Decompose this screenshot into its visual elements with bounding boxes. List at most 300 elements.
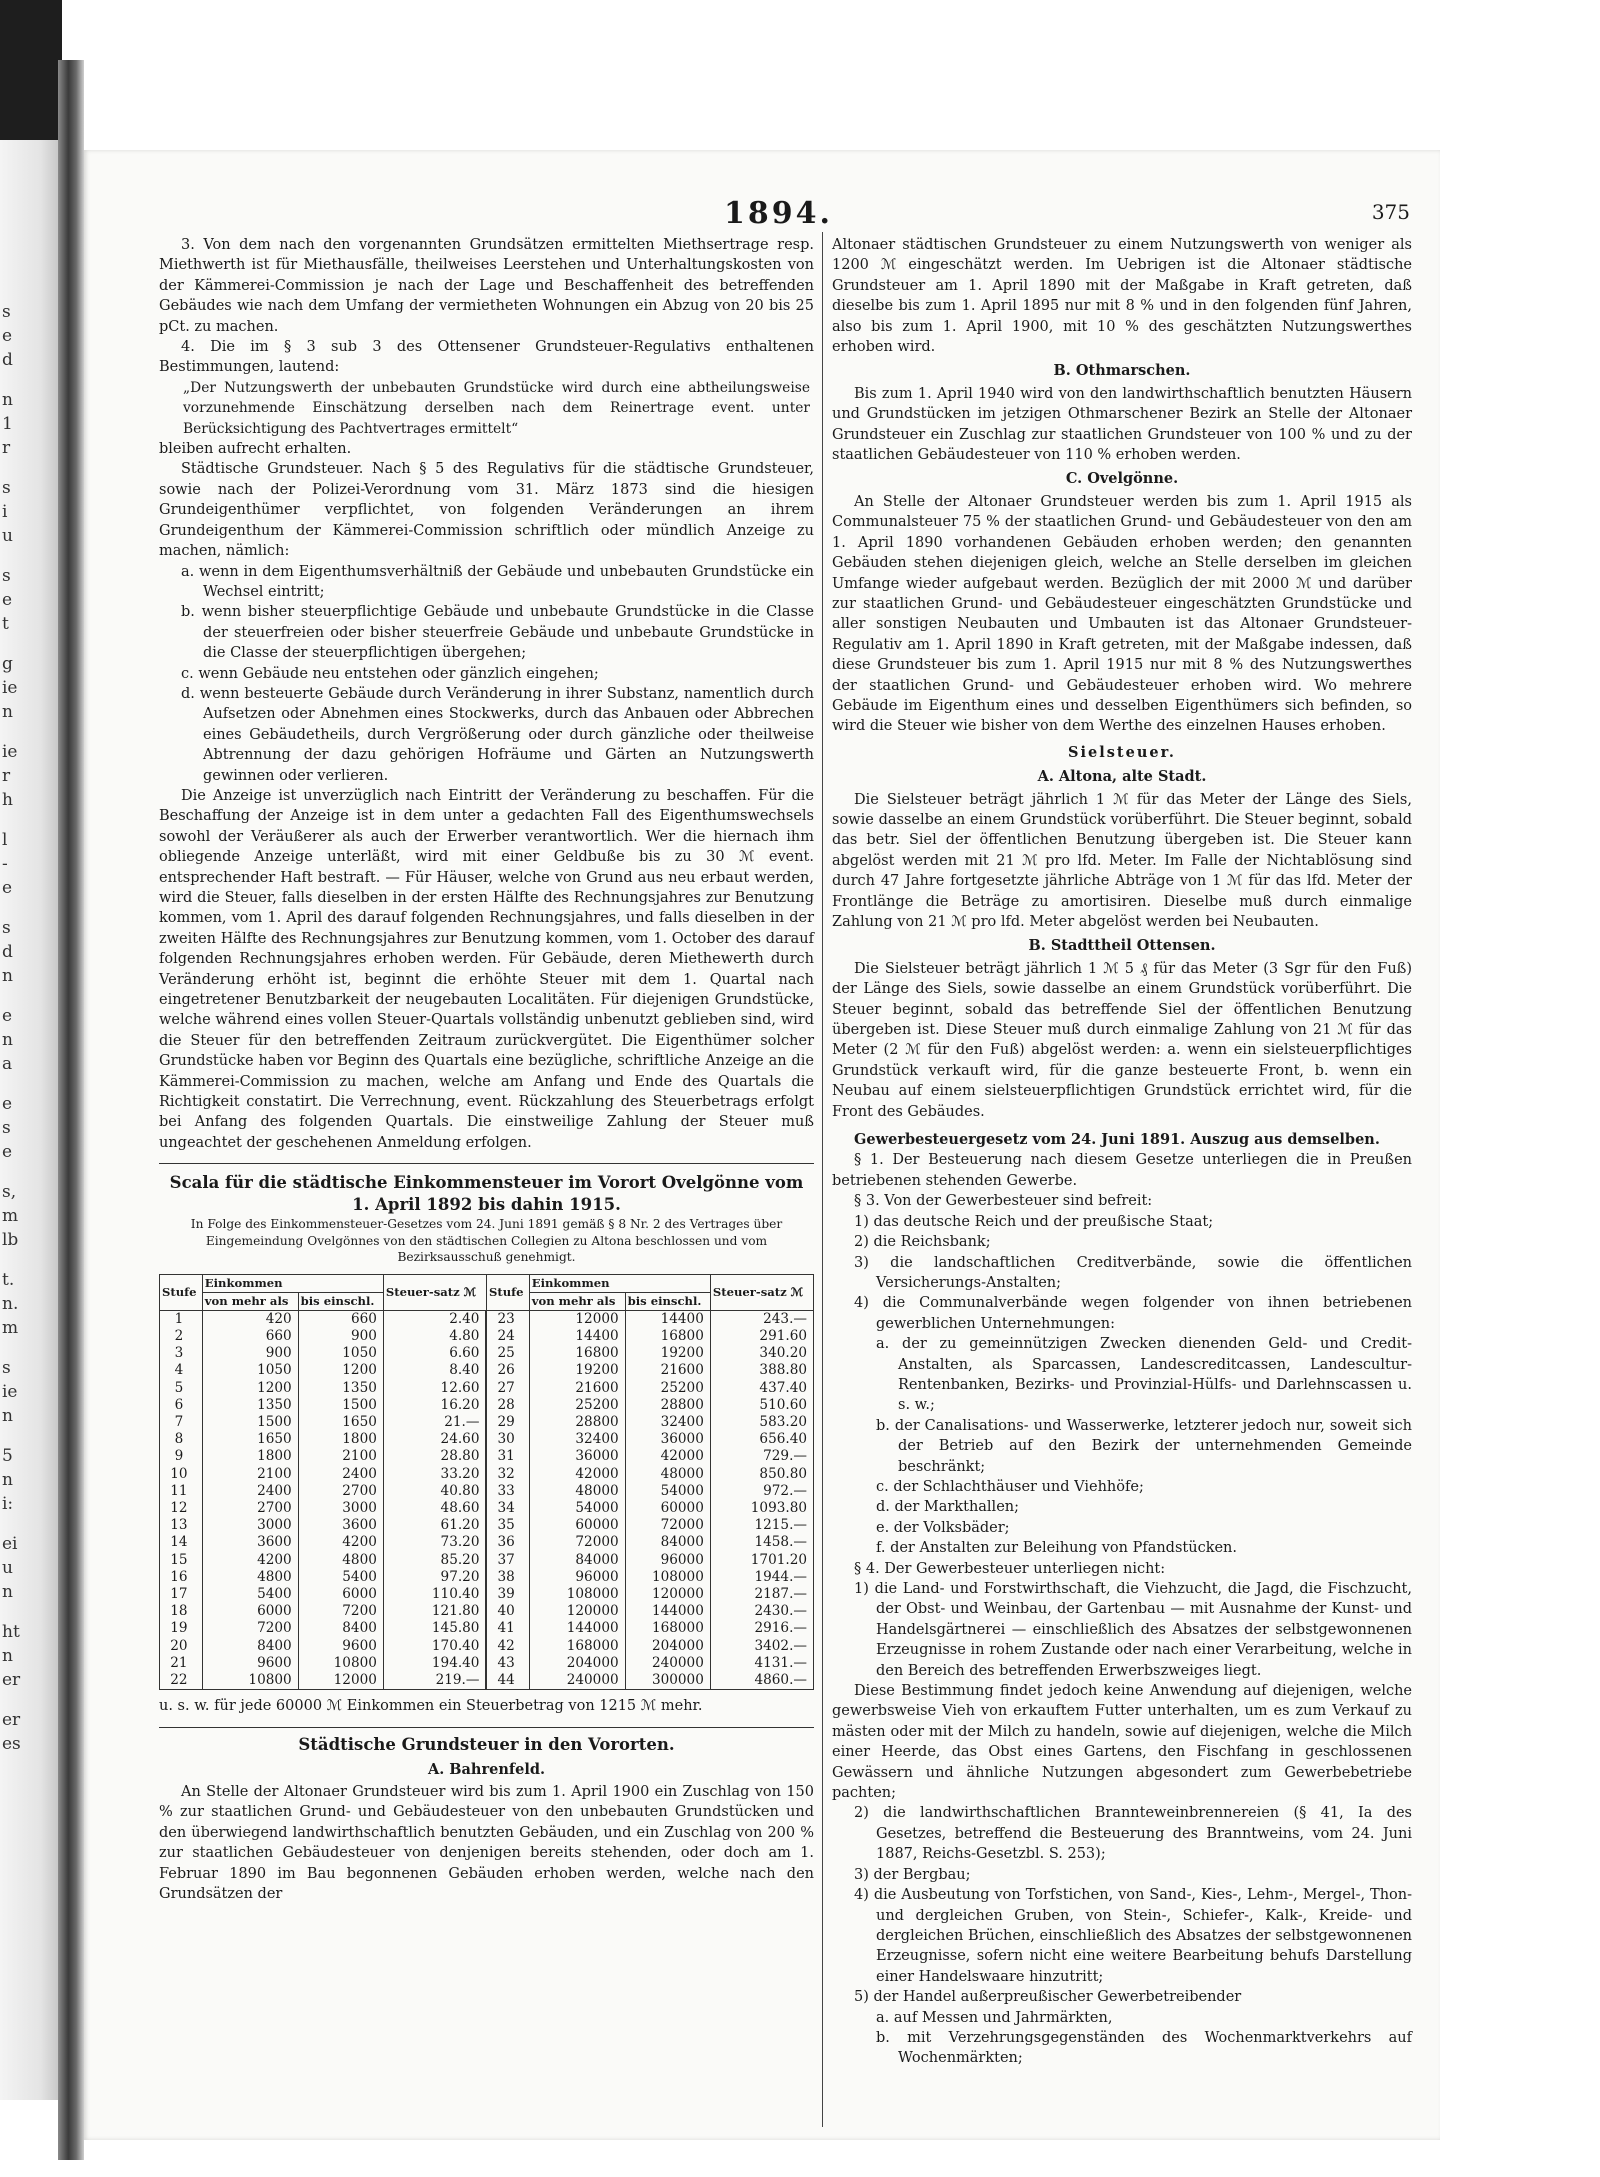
paragraph: § 3. Von der Gewerbesteuer sind befreit: bbox=[854, 1193, 1153, 1210]
cell-steuersatz: 97.20 bbox=[383, 1569, 486, 1586]
paragraph-bahrenfeld: An Stelle der Altonaer Grundsteuer wird bis zum 1. April 1900 ein Zuschlag von 150 % zur staatlichen Grund- und Gebäudesteuer von den unbebauten Grundstücken und den überwiegend landwirthschaftlich benutzten Gebäuden, und ein Zuschlag von 200 % zur staatlichen Gebäudesteuer von denjenigen bereits stehenden, oder doch am 1. Februar 1890 im Bau begonnenen Gebäuden erhoben werden, welche nach den Grundsätzen der bbox=[159, 1784, 814, 1903]
cell-stufe: 23 bbox=[486, 1310, 529, 1328]
cell-einkommen: 9600 bbox=[298, 1638, 383, 1655]
cell-einkommen: 1800 bbox=[202, 1448, 298, 1465]
previous-page-fragment: d bbox=[2, 942, 13, 962]
cell-stufe: 38 bbox=[486, 1569, 529, 1586]
cell-einkommen: 10800 bbox=[202, 1672, 298, 1690]
paragraph: § 1. Der Besteuerung nach diesem Gesetze unterliegen die in Preußen betriebenen stehenden Gewerbe. bbox=[832, 1152, 1412, 1189]
cell-einkommen: 1800 bbox=[298, 1431, 383, 1448]
cell-stufe: 5 bbox=[160, 1380, 203, 1397]
cell-steuersatz: 194.40 bbox=[383, 1655, 486, 1672]
cell-einkommen: 1200 bbox=[298, 1362, 383, 1379]
cell-einkommen: 8400 bbox=[298, 1620, 383, 1637]
subsection-title-ovelgoenne: C. Ovelgönne. bbox=[1065, 470, 1179, 488]
col-header-von-mehr-als: von mehr als bbox=[202, 1292, 298, 1310]
previous-page-fragment: m bbox=[2, 1318, 19, 1338]
paragraph: Diese Bestimmung findet jedoch keine Anwendung auf diejenigen, welche gewerbsweise Vieh von erkauftem Futter unterhalten, um es zum Verkauf zu mästen oder mit der Milch zu handeln, sowie auf diejenigen, welche die Milch einer Heerde, das Obst eines Gartens, den Fischfang in geschlossenen Gewässern und ähnliche Nutzungen abgesondert zum Gewerbebetriebe pachten; bbox=[832, 1683, 1412, 1802]
cell-einkommen: 1200 bbox=[202, 1380, 298, 1397]
table-row bbox=[160, 1328, 814, 1345]
right-column bbox=[832, 235, 1412, 2069]
cell-einkommen: 3600 bbox=[202, 1534, 298, 1551]
previous-page-fragment: e bbox=[2, 878, 13, 898]
cell-einkommen: 3600 bbox=[298, 1517, 383, 1534]
previous-page-fragment: i bbox=[2, 502, 8, 522]
previous-page-fragment: s bbox=[2, 566, 11, 586]
list-item: b. wenn bisher steuerpflichtige Gebäude und unbebaute Grundstücke in die Classe der steuerfreien oder bisher steuerfreie Gebäude und unbebaute Grundstücke in die Classe der steuerpflichtigen übergehen; bbox=[181, 604, 814, 662]
cell-einkommen: 900 bbox=[202, 1345, 298, 1362]
list-item: c. wenn Gebäude neu entstehen oder gänzlich eingehen; bbox=[181, 665, 599, 682]
cell-einkommen: 1350 bbox=[298, 1380, 383, 1397]
cell-einkommen: 36000 bbox=[529, 1448, 625, 1465]
cell-steuersatz: 972.— bbox=[710, 1483, 813, 1500]
cell-einkommen: 84000 bbox=[529, 1552, 625, 1569]
cell-steuersatz: 110.40 bbox=[383, 1586, 486, 1603]
cell-einkommen: 21600 bbox=[625, 1362, 710, 1379]
cell-stufe: 35 bbox=[486, 1517, 529, 1534]
section-title-vororte: Städtische Grundsteuer in den Vororten. bbox=[298, 1734, 675, 1754]
cell-steuersatz: 33.20 bbox=[383, 1466, 486, 1483]
cell-steuersatz: 73.20 bbox=[383, 1534, 486, 1551]
cell-einkommen: 8400 bbox=[202, 1638, 298, 1655]
cell-stufe: 12 bbox=[160, 1500, 203, 1517]
list-item: 5) der Handel außerpreußischer Gewerbetreibender bbox=[854, 1989, 1242, 2006]
previous-page-fragment: e bbox=[2, 1094, 13, 1114]
cell-stufe: 9 bbox=[160, 1448, 203, 1465]
cell-stufe: 42 bbox=[486, 1638, 529, 1655]
cell-steuersatz: 2430.— bbox=[710, 1603, 813, 1620]
table-row bbox=[160, 1483, 814, 1500]
col-header-einkommen: Einkommen bbox=[202, 1274, 383, 1292]
list-item: d. wenn besteuerte Gebäude durch Veränderung in ihrer Substanz, namentlich durch Aufsetzen oder Abnehmen eines Stockwerks, durch das Anbauen oder Abbrechen eines Gebäudetheils, durch Vergrößerung oder durch gänzliche oder theilweise Abtrennung der dazu gehörigen Hofräume und Gärten an Nutzungswerth gewinnen oder verlieren. bbox=[181, 685, 814, 784]
cell-einkommen: 120000 bbox=[625, 1586, 710, 1603]
cell-stufe: 16 bbox=[160, 1569, 203, 1586]
previous-page-text-fragments bbox=[2, 300, 24, 1756]
paragraph-ovelgoenne: An Stelle der Altonaer Grundsteuer werden bis zum 1. April 1915 als Communalsteuer 75 % der staatlichen Grund- und Gebäudesteuer von den am 1. April 1890 vorhandenen Gebäuden erhoben werden; den genannten Gebäuden stehen diejenigen gleich, welche an Stelle derselben im gleichen Umfange wieder aufgebaut werden. Bezüglich der mit 2000 ℳ und darüber zur staatlichen Grund- und Gebäudesteuer eingeschätzten Grundstücke und aller sonstigen Neubauten und Umbauten ist das Altonaer Grundsteuer-Regulativ am 1. April 1890 in Kraft getreten, mit der Maßgabe indessen, daß diese Grundsteuer bis zum 1. April 1915 nur mit 8 % des Nutzungswerthes der staatlichen Grund- und Gebäudesteuer erhoben wird. Wo mehrere Gebäude im Eigenthum eines und desselben Eigenthümers sich befinden, so wird die Steuer wie bisher von dem Werthe des einzelnen Hauses erhoben. bbox=[832, 493, 1412, 735]
paragraph-staedtische-grundsteuer: Städtische Grundsteuer. Nach § 5 des Regulativs für die städtische Grundsteuer, sowie nach der Polizei-Verordnung vom 31. März 1873 sind die hiesigen Grundeigenthümer verpflichtet, von folgenden Veränderungen an ihrem Grundeigenthum der Kämmerei-Commission schriftlich oder mündlich Anzeige zu machen, nämlich: bbox=[159, 461, 814, 560]
section-title-gewerbesteuergesetz: Gewerbesteuergesetz vom 24. Juni 1891. Auszug aus demselben. bbox=[854, 1131, 1380, 1149]
cell-einkommen: 32400 bbox=[529, 1431, 625, 1448]
cell-einkommen: 84000 bbox=[625, 1534, 710, 1551]
cell-stufe: 18 bbox=[160, 1603, 203, 1620]
cell-stufe: 25 bbox=[486, 1345, 529, 1362]
cell-steuersatz: 24.60 bbox=[383, 1431, 486, 1448]
previous-page-fragment: e bbox=[2, 326, 13, 346]
cell-einkommen: 12000 bbox=[529, 1310, 625, 1328]
cell-einkommen: 6000 bbox=[298, 1586, 383, 1603]
cell-steuersatz: 2916.— bbox=[710, 1620, 813, 1637]
cell-einkommen: 204000 bbox=[625, 1638, 710, 1655]
list-item: 2) die landwirthschaftlichen Brannteweinbrennereien (§ 41, Ia des Gesetzes, betreffend die Besteuerung des Branntweins, vom 24. Juni 1887, Reichs-Gesetzbl. S. 253); bbox=[854, 1805, 1412, 1863]
previous-page-fragment: - bbox=[2, 854, 8, 874]
cell-einkommen: 7200 bbox=[298, 1603, 383, 1620]
table-row bbox=[160, 1431, 814, 1448]
cell-einkommen: 660 bbox=[202, 1328, 298, 1345]
cell-stufe: 20 bbox=[160, 1638, 203, 1655]
cell-einkommen: 6000 bbox=[202, 1603, 298, 1620]
list-item: 2) die Reichsbank; bbox=[854, 1234, 991, 1251]
cell-einkommen: 21600 bbox=[529, 1380, 625, 1397]
cell-steuersatz: 219.— bbox=[383, 1672, 486, 1690]
cell-einkommen: 5400 bbox=[202, 1586, 298, 1603]
col-header-stufe: Stufe bbox=[486, 1274, 529, 1310]
subsection-title-ottensen: B. Stadttheil Ottensen. bbox=[1028, 937, 1216, 955]
cell-stufe: 17 bbox=[160, 1586, 203, 1603]
cell-einkommen: 54000 bbox=[529, 1500, 625, 1517]
previous-page-fragment: n bbox=[2, 702, 13, 722]
section-rule bbox=[159, 1727, 814, 1728]
cell-steuersatz: 291.60 bbox=[710, 1328, 813, 1345]
cell-stufe: 11 bbox=[160, 1483, 203, 1500]
cell-steuersatz: 388.80 bbox=[710, 1362, 813, 1379]
cell-steuersatz: 340.20 bbox=[710, 1345, 813, 1362]
cell-stufe: 29 bbox=[486, 1414, 529, 1431]
cell-stufe: 28 bbox=[486, 1397, 529, 1414]
cell-einkommen: 25200 bbox=[529, 1397, 625, 1414]
cell-einkommen: 1650 bbox=[298, 1414, 383, 1431]
cell-steuersatz: 583.20 bbox=[710, 1414, 813, 1431]
quoted-regulation: „Der Nutzungswerth der unbebauten Grundstücke wird durch eine abtheilungsweise vorzunehmende Einschätzung derselben nach dem Reinertrage event. unter Berücksichtigung des Pachtvertrages ermittelt“ bbox=[183, 379, 810, 437]
table-row bbox=[160, 1310, 814, 1328]
cell-steuersatz: 21.— bbox=[383, 1414, 486, 1431]
subsection-title-bahrenfeld: A. Bahrenfeld. bbox=[427, 1760, 546, 1778]
sub-list-item: b. der Canalisations- und Wasserwerke, letzterer jedoch nur, soweit sich der Betrieb auf den Bezirk der unternehmenden Gemeinde beschränkt; bbox=[876, 1417, 1412, 1475]
cell-einkommen: 9600 bbox=[202, 1655, 298, 1672]
scale-table-body bbox=[160, 1310, 814, 1689]
section-rule bbox=[159, 1163, 814, 1164]
table-row bbox=[160, 1397, 814, 1414]
table-row bbox=[160, 1586, 814, 1603]
list-item: 4) die Communalverbände wegen folgender von ihnen betriebenen gewerblichen Unternehmungen: bbox=[854, 1295, 1412, 1332]
page-number: 375 bbox=[1371, 200, 1410, 224]
cell-steuersatz: 40.80 bbox=[383, 1483, 486, 1500]
previous-page-fragment: e bbox=[2, 590, 13, 610]
cell-einkommen: 240000 bbox=[625, 1655, 710, 1672]
cell-stufe: 21 bbox=[160, 1655, 203, 1672]
cell-einkommen: 60000 bbox=[529, 1517, 625, 1534]
previous-page-fragment: n bbox=[2, 1406, 13, 1426]
cell-stufe: 4 bbox=[160, 1362, 203, 1379]
table-row bbox=[160, 1620, 814, 1637]
paragraph: 4. Die im § 3 sub 3 des Ottensener Grundsteuer-Regulativs enthaltenen Bestimmungen, lautend: bbox=[159, 339, 814, 376]
cell-steuersatz: 28.80 bbox=[383, 1448, 486, 1465]
cell-einkommen: 1500 bbox=[298, 1397, 383, 1414]
cell-einkommen: 5400 bbox=[298, 1569, 383, 1586]
cell-steuersatz: 4860.— bbox=[710, 1672, 813, 1690]
cell-stufe: 39 bbox=[486, 1586, 529, 1603]
cell-einkommen: 4200 bbox=[202, 1552, 298, 1569]
previous-page-fragment: s bbox=[2, 1358, 11, 1378]
sub-list-item: a. der zu gemeinnützigen Zwecken dienenden Geld- und Credit-Anstalten, als Sparcassen, Landescreditcassen, Landescultur-Rentenbanken, Bezirks- und Provinzial-Hülfs- und Darlehnscassen u. s. w.; bbox=[876, 1336, 1412, 1414]
cell-einkommen: 300000 bbox=[625, 1672, 710, 1690]
cell-stufe: 40 bbox=[486, 1603, 529, 1620]
table-row bbox=[160, 1466, 814, 1483]
cell-stufe: 8 bbox=[160, 1431, 203, 1448]
cell-einkommen: 72000 bbox=[529, 1534, 625, 1551]
previous-page-fragment: u bbox=[2, 526, 13, 546]
cell-stufe: 26 bbox=[486, 1362, 529, 1379]
scale-title: Scala für die städtische Einkommensteuer im Vorort Ovelgönne vom 1. April 1892 bis dahin 1915. bbox=[169, 1173, 804, 1215]
paragraph: 3. Von dem nach den vorgenannten Grundsätzen ermittelten Miethsertrage resp. Miethwerth ist für Miethausfälle, theilweises Leerstehen und Unterhaltungskosten von der Kämmerei-Commission je nach der Lage und Beschaffenheit des betreffenden Gebäudes wie nach dem Umfang der vermietheten Wohnungen ein Abzug von 20 bis 25 pCt. zu machen. bbox=[159, 237, 814, 335]
table-row bbox=[160, 1655, 814, 1672]
section-title-sielsteuer: Sielsteuer. bbox=[1068, 743, 1176, 761]
cell-einkommen: 28800 bbox=[529, 1414, 625, 1431]
sub-list-item: e. der Volksbäder; bbox=[876, 1519, 1010, 1536]
cell-einkommen: 96000 bbox=[529, 1569, 625, 1586]
col-header-steuersatz: Steuer-satz ℳ bbox=[710, 1274, 813, 1310]
previous-page-fragment: s, bbox=[2, 1182, 17, 1202]
cell-einkommen: 900 bbox=[298, 1328, 383, 1345]
previous-page-fragment: h bbox=[2, 790, 13, 810]
page-header bbox=[84, 196, 1440, 236]
cell-einkommen: 16800 bbox=[529, 1345, 625, 1362]
list-item: 1) die Land- und Forstwirthschaft, die Viehzucht, die Jagd, die Fischzucht, der Obst- und Weinbau, der Gartenbau — mit Ausnahme der Kunst- und Handelsgärtnerei — einschließlich des Absatzes der selbstgewonnenen Erzeugnisse in rohem Zustande oder nach einer Verarbeitung, welche in den Bereich des betreffenden Erwerbszweiges liegt. bbox=[854, 1581, 1412, 1679]
previous-page-fragment: lb bbox=[2, 1230, 19, 1250]
book-gutter bbox=[58, 60, 84, 2160]
scale-note: In Folge des Einkommensteuer-Gesetzes vom 24. Juni 1891 gemäß § 8 Nr. 2 des Vertrages über Eingemeindung Ovelgönnes von den städtischen Collegien zu Altona beschlossen und vom Bezirksausschuß genehmigt. bbox=[190, 1217, 783, 1265]
previous-page-fragment: m bbox=[2, 1206, 19, 1226]
previous-page-fragment: l bbox=[2, 830, 8, 850]
cell-stufe: 33 bbox=[486, 1483, 529, 1500]
left-column bbox=[159, 235, 814, 1905]
col-header-bis-einschl: bis einschl. bbox=[625, 1292, 710, 1310]
cell-einkommen: 16800 bbox=[625, 1328, 710, 1345]
previous-page-fragment: n bbox=[2, 966, 13, 986]
cell-steuersatz: 61.20 bbox=[383, 1517, 486, 1534]
cell-einkommen: 1050 bbox=[298, 1345, 383, 1362]
cell-einkommen: 2100 bbox=[298, 1448, 383, 1465]
cell-stufe: 3 bbox=[160, 1345, 203, 1362]
cell-einkommen: 2700 bbox=[298, 1483, 383, 1500]
cell-stufe: 36 bbox=[486, 1534, 529, 1551]
cell-stufe: 2 bbox=[160, 1328, 203, 1345]
cell-einkommen: 168000 bbox=[529, 1638, 625, 1655]
previous-page-fragment: s bbox=[2, 302, 11, 322]
sub-list-item: c. der Schlachthäuser und Viehhöfe; bbox=[876, 1478, 1144, 1495]
previous-page-fragment: r bbox=[2, 766, 11, 786]
cell-steuersatz: 1458.— bbox=[710, 1534, 813, 1551]
previous-page-fragment: 5 bbox=[2, 1446, 13, 1466]
previous-page-fragment: a bbox=[2, 1054, 13, 1074]
cell-einkommen: 42000 bbox=[625, 1448, 710, 1465]
cell-stufe: 31 bbox=[486, 1448, 529, 1465]
cell-steuersatz: 16.20 bbox=[383, 1397, 486, 1414]
previous-page-edge bbox=[0, 140, 58, 2100]
cell-steuersatz: 729.— bbox=[710, 1448, 813, 1465]
cell-einkommen: 48000 bbox=[625, 1466, 710, 1483]
cell-steuersatz: 1093.80 bbox=[710, 1500, 813, 1517]
cell-einkommen: 2400 bbox=[298, 1466, 383, 1483]
previous-page-fragment: g bbox=[2, 654, 13, 674]
cell-stufe: 24 bbox=[486, 1328, 529, 1345]
subsection-title-altona: A. Altona, alte Stadt. bbox=[1037, 768, 1207, 786]
cell-einkommen: 28800 bbox=[625, 1397, 710, 1414]
cell-einkommen: 2400 bbox=[202, 1483, 298, 1500]
cell-steuersatz: 4.80 bbox=[383, 1328, 486, 1345]
previous-page-fragment: i: bbox=[2, 1494, 14, 1514]
cell-steuersatz: 243.— bbox=[710, 1310, 813, 1328]
list-item: 1) das deutsche Reich und der preußische Staat; bbox=[854, 1213, 1214, 1230]
previous-page-fragment: ht bbox=[2, 1622, 20, 1642]
cell-einkommen: 1500 bbox=[202, 1414, 298, 1431]
cell-einkommen: 1650 bbox=[202, 1431, 298, 1448]
cell-einkommen: 7200 bbox=[202, 1620, 298, 1637]
cell-einkommen: 240000 bbox=[529, 1672, 625, 1690]
previous-page-fragment: ie bbox=[2, 742, 18, 762]
cell-stufe: 6 bbox=[160, 1397, 203, 1414]
cell-steuersatz: 85.20 bbox=[383, 1552, 486, 1569]
cell-einkommen: 36000 bbox=[625, 1431, 710, 1448]
cell-einkommen: 96000 bbox=[625, 1552, 710, 1569]
cell-steuersatz: 145.80 bbox=[383, 1620, 486, 1637]
previous-page-fragment: u bbox=[2, 1558, 13, 1578]
cell-steuersatz: 170.40 bbox=[383, 1638, 486, 1655]
cell-einkommen: 1350 bbox=[202, 1397, 298, 1414]
cell-einkommen: 3000 bbox=[298, 1500, 383, 1517]
cell-einkommen: 144000 bbox=[529, 1620, 625, 1637]
table-row bbox=[160, 1380, 814, 1397]
previous-page-fragment: t bbox=[2, 614, 9, 634]
sub-list-item: d. der Markthallen; bbox=[876, 1499, 1020, 1516]
previous-page-fragment: n. bbox=[2, 1294, 19, 1314]
cell-einkommen: 3000 bbox=[202, 1517, 298, 1534]
table-footnote: u. s. w. für jede 60000 ℳ Einkommen ein Steuerbetrag von 1215 ℳ mehr. bbox=[159, 1698, 703, 1715]
cell-steuersatz: 48.60 bbox=[383, 1500, 486, 1517]
table-row bbox=[160, 1603, 814, 1620]
cell-einkommen: 10800 bbox=[298, 1655, 383, 1672]
previous-page-fragment: n bbox=[2, 1030, 13, 1050]
cell-steuersatz: 656.40 bbox=[710, 1431, 813, 1448]
previous-page-fragment: s bbox=[2, 1118, 11, 1138]
cell-stufe: 7 bbox=[160, 1414, 203, 1431]
cell-steuersatz: 1701.20 bbox=[710, 1552, 813, 1569]
cell-einkommen: 32400 bbox=[625, 1414, 710, 1431]
cell-stufe: 15 bbox=[160, 1552, 203, 1569]
cell-einkommen: 108000 bbox=[529, 1586, 625, 1603]
cell-einkommen: 12000 bbox=[298, 1672, 383, 1690]
cell-einkommen: 4800 bbox=[298, 1552, 383, 1569]
list-item: 3) der Bergbau; bbox=[854, 1866, 971, 1883]
cell-stufe: 34 bbox=[486, 1500, 529, 1517]
paragraph: § 4. Der Gewerbesteuer unterliegen nicht: bbox=[854, 1560, 1166, 1577]
previous-page-fragment: n bbox=[2, 1582, 13, 1602]
previous-page-fragment: e bbox=[2, 1006, 13, 1026]
cell-einkommen: 168000 bbox=[625, 1620, 710, 1637]
subsection-title-othmarschen: B. Othmarschen. bbox=[1053, 362, 1191, 380]
previous-page-fragment: er bbox=[2, 1710, 21, 1730]
table-row bbox=[160, 1534, 814, 1551]
book-spine-shadow bbox=[0, 0, 62, 140]
cell-steuersatz: 4131.— bbox=[710, 1655, 813, 1672]
cell-stufe: 19 bbox=[160, 1620, 203, 1637]
paragraph: bleiben aufrecht erhalten. bbox=[159, 441, 352, 458]
col-header-einkommen: Einkommen bbox=[529, 1274, 710, 1292]
sub-list-item: b. mit Verzehrungsgegenständen des Wochenmarktverkehrs auf Wochenmärkten; bbox=[876, 2029, 1412, 2067]
cell-einkommen: 19200 bbox=[625, 1345, 710, 1362]
cell-steuersatz: 2.40 bbox=[383, 1310, 486, 1328]
cell-stufe: 13 bbox=[160, 1517, 203, 1534]
cell-stufe: 1 bbox=[160, 1310, 203, 1328]
table-row bbox=[160, 1638, 814, 1655]
income-tax-scale-table bbox=[159, 1274, 814, 1690]
cell-einkommen: 25200 bbox=[625, 1380, 710, 1397]
table-row bbox=[160, 1672, 814, 1690]
col-header-steuersatz: Steuer-satz ℳ bbox=[383, 1274, 486, 1310]
cell-einkommen: 54000 bbox=[625, 1483, 710, 1500]
cell-steuersatz: 3402.— bbox=[710, 1638, 813, 1655]
cell-einkommen: 204000 bbox=[529, 1655, 625, 1672]
cell-steuersatz: 850.80 bbox=[710, 1466, 813, 1483]
table-row bbox=[160, 1517, 814, 1534]
cell-einkommen: 120000 bbox=[529, 1603, 625, 1620]
sub-list-item: a. auf Messen und Jahrmärkten, bbox=[876, 2009, 1113, 2026]
cell-stufe: 27 bbox=[486, 1380, 529, 1397]
cell-einkommen: 4800 bbox=[202, 1569, 298, 1586]
cell-stufe: 22 bbox=[160, 1672, 203, 1690]
previous-page-fragment: n bbox=[2, 1646, 13, 1666]
previous-page-fragment: s bbox=[2, 918, 11, 938]
previous-page-fragment: ei bbox=[2, 1534, 18, 1554]
cell-stufe: 44 bbox=[486, 1672, 529, 1690]
table-row bbox=[160, 1345, 814, 1362]
cell-stufe: 30 bbox=[486, 1431, 529, 1448]
cell-stufe: 10 bbox=[160, 1466, 203, 1483]
cell-einkommen: 420 bbox=[202, 1310, 298, 1328]
cell-einkommen: 48000 bbox=[529, 1483, 625, 1500]
cell-steuersatz: 6.60 bbox=[383, 1345, 486, 1362]
table-row bbox=[160, 1448, 814, 1465]
table-row bbox=[160, 1500, 814, 1517]
page-year: 1894. bbox=[724, 196, 833, 231]
previous-page-fragment: er bbox=[2, 1670, 21, 1690]
cell-einkommen: 72000 bbox=[625, 1517, 710, 1534]
cell-steuersatz: 437.40 bbox=[710, 1380, 813, 1397]
cell-einkommen: 660 bbox=[298, 1310, 383, 1328]
previous-page-fragment: 1 bbox=[2, 414, 13, 434]
paragraph: Die Anzeige ist unverzüglich nach Eintritt der Veränderung zu beschaffen. Für die Beschaffung der Anzeige ist in dem unter a gedachten Fall des Eigenthumswechsels sowohl der Veräußerer als auch der Erwerber verantwortlich. Wer die hiernach ihm obliegende Anzeige unterläßt, wird mit einer Geldbuße bis zu 30 ℳ event. entsprechender Haft bestraft. — Für Häuser, welche von Grund aus neu erbaut werden, wird die Steuer, falls dieselben in der ersten Hälfte des Rechnungsjahres zur Benutzung kommen, vom 1. April des darauf folgenden Rechnungsjahres, und falls dieselben in der zweiten Hälfte des Rechnungsjahres zur Benutzung kommen, vom 1. October des darauf folgenden Rechnungsjahres erhoben werden. Für Gebäude, deren Miethewerth durch Veränderung erhöht ist, beginnt die erhöhte Steuer mit dem 1. Quartal nach eingetretener Benutzbarkeit der neugebauten Localitäten. Für diejenigen Grundstücke, welche während eines vollen Steuer-Quartals vollständig unbenutzt geblieben sind, wird die Steuer für den betreffenden Zeitraum zurückvergütet. Die Eigenthümer solcher Grundstücke haben vor Beginn des Quartals eine bezügliche, schriftliche Anzeige an die Kämmerei-Commission zu machen, welche am Anfang und Ende des Quartals die Richtigkeit constatirt. Die Verrechnung, event. Rückzahlung des Steuerbetrags erfolgt bei Anfang des folgenden Quartals. Die einstweilige Zahlung der Steuer muß ungeachtet der geschehenen Anmeldung erfolgen. bbox=[159, 787, 814, 1151]
previous-page-fragment: d bbox=[2, 350, 13, 370]
cell-einkommen: 108000 bbox=[625, 1569, 710, 1586]
cell-steuersatz: 1944.— bbox=[710, 1569, 813, 1586]
paragraph: Altonaer städtischen Grundsteuer zu einem Nutzungswerth von weniger als 1200 ℳ eingeschätzt werden. Im Uebrigen ist die Altonaer städtische Grundsteuer am 1. April 1890 mit der Maßgabe in Kraft getreten, daß dieselbe bis zum 1. April 1895 nur mit 8 % und in den folgenden fünf Jahren, also bis zum 1. April 1900, mit 10 % des geschätzten Nutzungswerthes erhoben wird. bbox=[832, 237, 1412, 356]
table-row bbox=[160, 1569, 814, 1586]
previous-page-fragment: ie bbox=[2, 678, 18, 698]
previous-page-fragment: es bbox=[2, 1734, 21, 1754]
cell-stufe: 41 bbox=[486, 1620, 529, 1637]
column-divider bbox=[822, 232, 823, 2127]
cell-stufe: 43 bbox=[486, 1655, 529, 1672]
col-header-stufe: Stufe bbox=[160, 1274, 203, 1310]
previous-page-fragment: r bbox=[2, 438, 11, 458]
cell-steuersatz: 8.40 bbox=[383, 1362, 486, 1379]
cell-einkommen: 14400 bbox=[529, 1328, 625, 1345]
paragraph-othmarschen: Bis zum 1. April 1940 wird von den landwirthschaftlich benutzten Häusern und Grundstücken im jetzigen Othmarschener Bezirk an Stelle der Altonaer Grundsteuer ein Zuschlag zur staatlichen Grundsteuer von 100 % und zu der staatlichen Gebäudesteuer von 110 % erhoben werden. bbox=[832, 385, 1412, 464]
paragraph-ottensen: Die Sielsteuer beträgt jährlich 1 ℳ 5 ₰ für das Meter (3 Sgr für den Fuß) der Länge des Siels, sowie dasselbe an einem Grundstück vorüberführt. Die Steuer beginnt, sobald das betreffende Siel der öffentlichen Benutzung übergeben ist. Diese Steuer muß durch einmalige Zahlung von 21 ℳ für das Meter (2 ℳ für den Fuß) abgelöst werden: a. wenn ein sielsteuerpflichtiges Grundstück verkauft wird, für die ganze besteuerte Front, b. wenn ein Neubau auf einem sielsteuerpflichtigen Grundstück errichtet wird, für die Front des Gebäudes. bbox=[832, 960, 1412, 1120]
cell-einkommen: 2100 bbox=[202, 1466, 298, 1483]
table-row bbox=[160, 1552, 814, 1569]
cell-einkommen: 1050 bbox=[202, 1362, 298, 1379]
previous-page-fragment: n bbox=[2, 1470, 13, 1490]
list-item: a. wenn in dem Eigenthumsverhältniß der Gebäude und unbebauten Grundstücke ein Wechsel eintritt; bbox=[181, 563, 814, 600]
cell-einkommen: 14400 bbox=[625, 1310, 710, 1328]
cell-steuersatz: 121.80 bbox=[383, 1603, 486, 1620]
cell-stufe: 37 bbox=[486, 1552, 529, 1569]
previous-page-fragment: ie bbox=[2, 1382, 18, 1402]
cell-steuersatz: 12.60 bbox=[383, 1380, 486, 1397]
table-row bbox=[160, 1362, 814, 1379]
previous-page-fragment: e bbox=[2, 1142, 13, 1162]
cell-steuersatz: 510.60 bbox=[710, 1397, 813, 1414]
